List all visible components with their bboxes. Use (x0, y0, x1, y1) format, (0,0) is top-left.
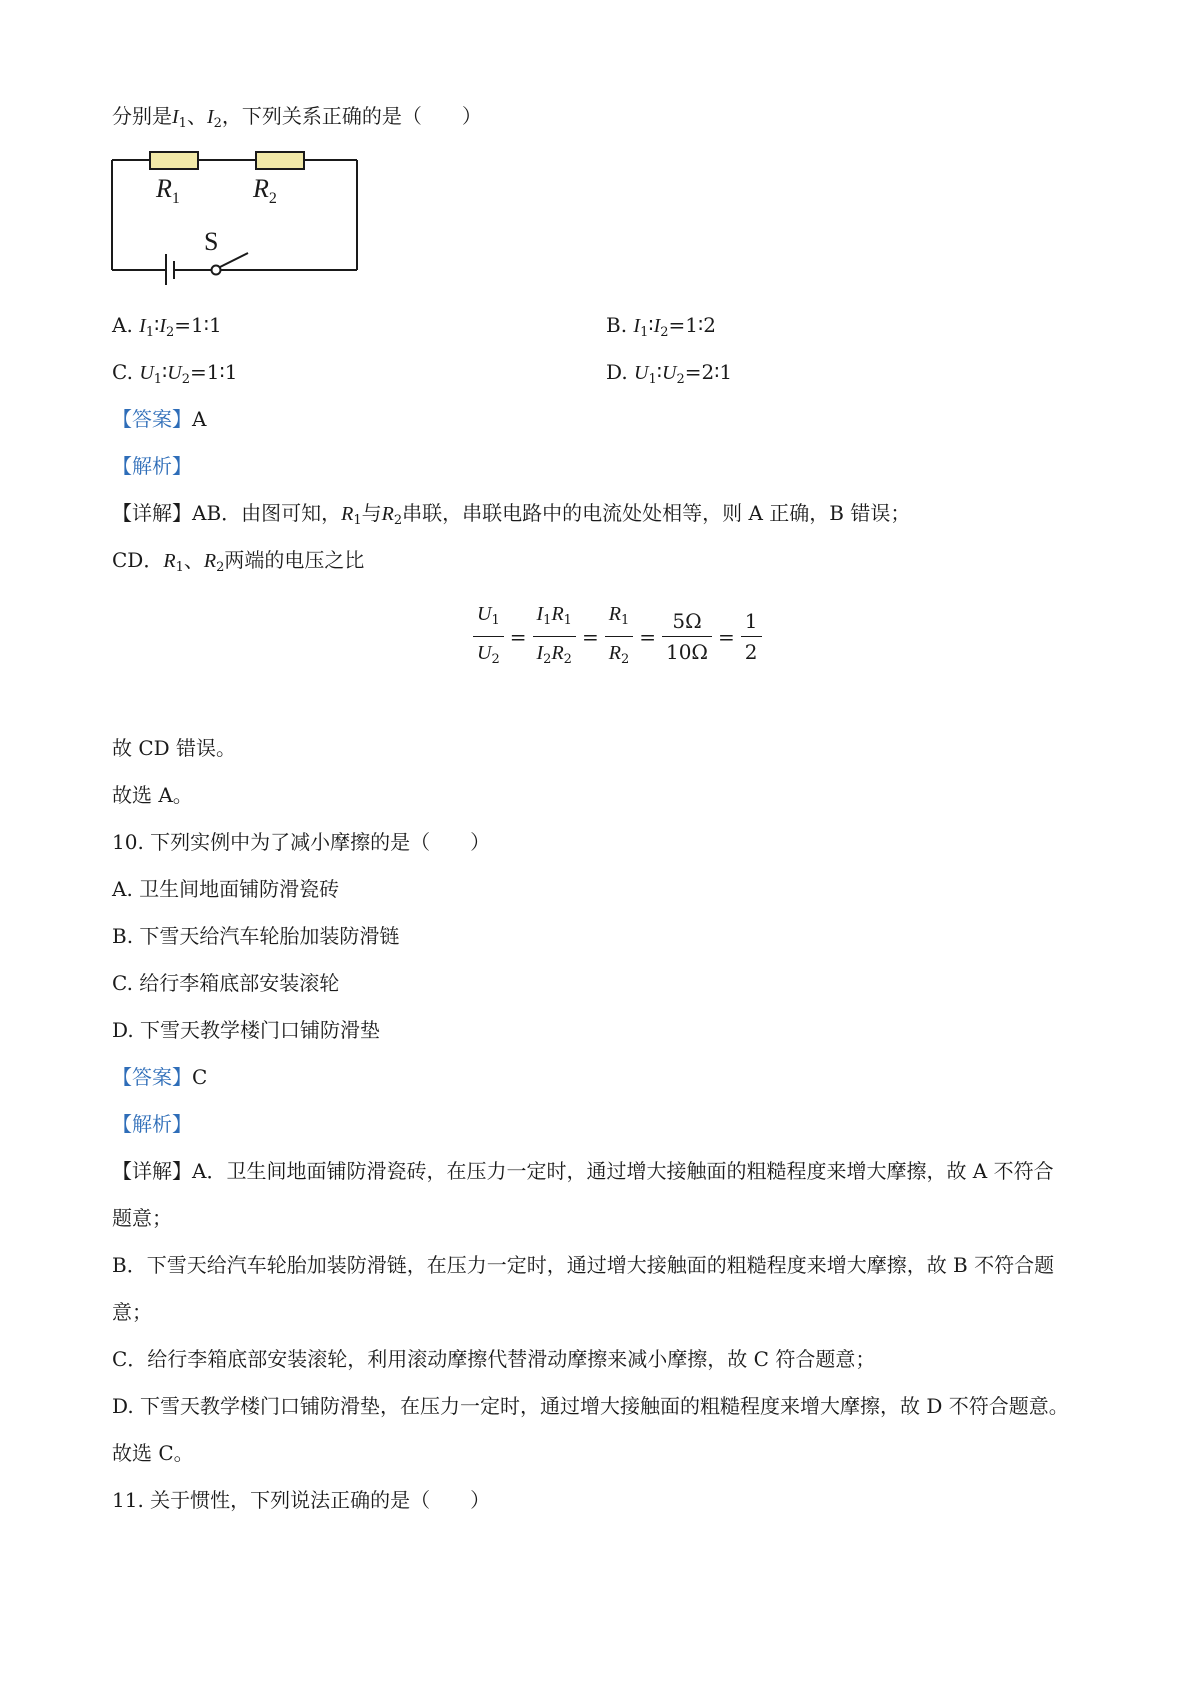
r2-label: R (253, 174, 269, 203)
analysis-tag: 【解析】 (112, 454, 192, 478)
q9-detail-2: CD．$R_1$、$R_2$两端的电压之比 (112, 548, 365, 575)
frac-ir: $\frac{I_1R_1}{I_2R_2}$ (533, 598, 576, 675)
q9-stem: 分别是$I_1$、$I_2$，下列关系正确的是（ ） (112, 104, 482, 131)
q10-option-c: C. 给行李箱底部安装滚轮 (112, 971, 340, 995)
q10-option-b: B. 下雪天给汽车轮胎加装防滑链 (112, 924, 400, 948)
q10-detail-c: C．给行李箱底部安装滚轮，利用滚动摩擦代替滑动摩擦来减小摩擦，故 C 符合题意； (112, 1347, 876, 1371)
q10-detail-d: D. 下雪天教学楼门口铺防滑垫，在压力一定时，通过增大接触面的粗糙程度来增大摩擦，故 D 不符合题意。 (112, 1394, 1069, 1418)
q10-analysis (112, 1111, 192, 1137)
analysis-tag: 【解析】 (112, 1112, 192, 1136)
q9-detail-1: 【详解】AB．由图可知，$R_1$与$R_2$串联，串联电路中的电流处处相等，则 A 正确，B 错误； (112, 501, 911, 528)
q9-option-b: B. $I_1∶I_2=1∶2$ (606, 313, 716, 340)
voltage-ratio-equation: $\frac{U_1}{U_2}$ = $\frac{I_1R_1}{I_2R_2}$ = $\frac{R_1}{R_2}$ = $\frac{5\Omega}{10\Omega}$ = $\frac{1}{2}$ (470, 598, 765, 675)
q10-answer: 【答案】C (112, 1065, 208, 1089)
detail-tag: 【详解】 (112, 1159, 192, 1183)
svg-text:R1 (155, 174, 180, 207)
switch-pivot (212, 266, 221, 275)
q10-detail-b2: 意； (112, 1300, 152, 1324)
q9-conclusion-2: 故选 A。 (112, 783, 193, 807)
answer-tag: 【答案】 (112, 407, 192, 431)
frac-r: $\frac{R_1}{R_2}$ (605, 598, 634, 675)
q9-option-c: C. $U_1∶U_2=1∶1$ (112, 360, 238, 387)
svg-text:R2 (252, 174, 277, 207)
q10-stem: 10. 下列实例中为了减小摩擦的是（ ） (112, 830, 491, 854)
frac-u: $\frac{U_1}{U_2}$ (473, 598, 504, 675)
q9-option-d: D. $U_1∶U_2=2∶1$ (606, 360, 733, 387)
resistor-r1 (150, 152, 198, 169)
r1-sub: 1 (171, 190, 180, 207)
resistor-r2 (256, 152, 304, 169)
r1-label: R (156, 174, 172, 203)
switch-label: S (204, 227, 219, 256)
r2-sub: 2 (268, 190, 277, 207)
q11-stem: 11. 关于惯性，下列说法正确的是（ ） (112, 1488, 491, 1512)
frac-ohm: $\frac{5\Omega}{10\Omega}$ (662, 606, 712, 667)
frac-half: $\frac{1}{2}$ (741, 606, 762, 667)
q9-answer: 【答案】A (112, 407, 207, 431)
q10-detail-b1: B．下雪天给汽车轮胎加装防滑链，在压力一定时，通过增大接触面的粗糙程度来增大摩擦，故 B 不符合题 (112, 1253, 1055, 1277)
q10-option-a: A. 卫生间地面铺防滑瓷砖 (112, 877, 340, 901)
detail-tag: 【详解】 (112, 501, 192, 525)
q10-detail-a2: 题意； (112, 1206, 172, 1230)
circuit-diagram (108, 150, 368, 285)
q9-conclusion-1: 故 CD 错误。 (112, 736, 237, 760)
q10-conclusion: 故选 C。 (112, 1441, 194, 1465)
q9-analysis (112, 453, 192, 479)
q10-detail-a1: 【详解】A．卫生间地面铺防滑瓷砖，在压力一定时，通过增大接触面的粗糙程度来增大摩擦，故 A 不符合 (112, 1159, 1054, 1183)
q9-option-a: A. $I_1∶I_2=1∶1$ (112, 313, 222, 340)
q10-option-d: D. 下雪天教学楼门口铺防滑垫 (112, 1018, 381, 1042)
answer-tag: 【答案】 (112, 1065, 192, 1089)
